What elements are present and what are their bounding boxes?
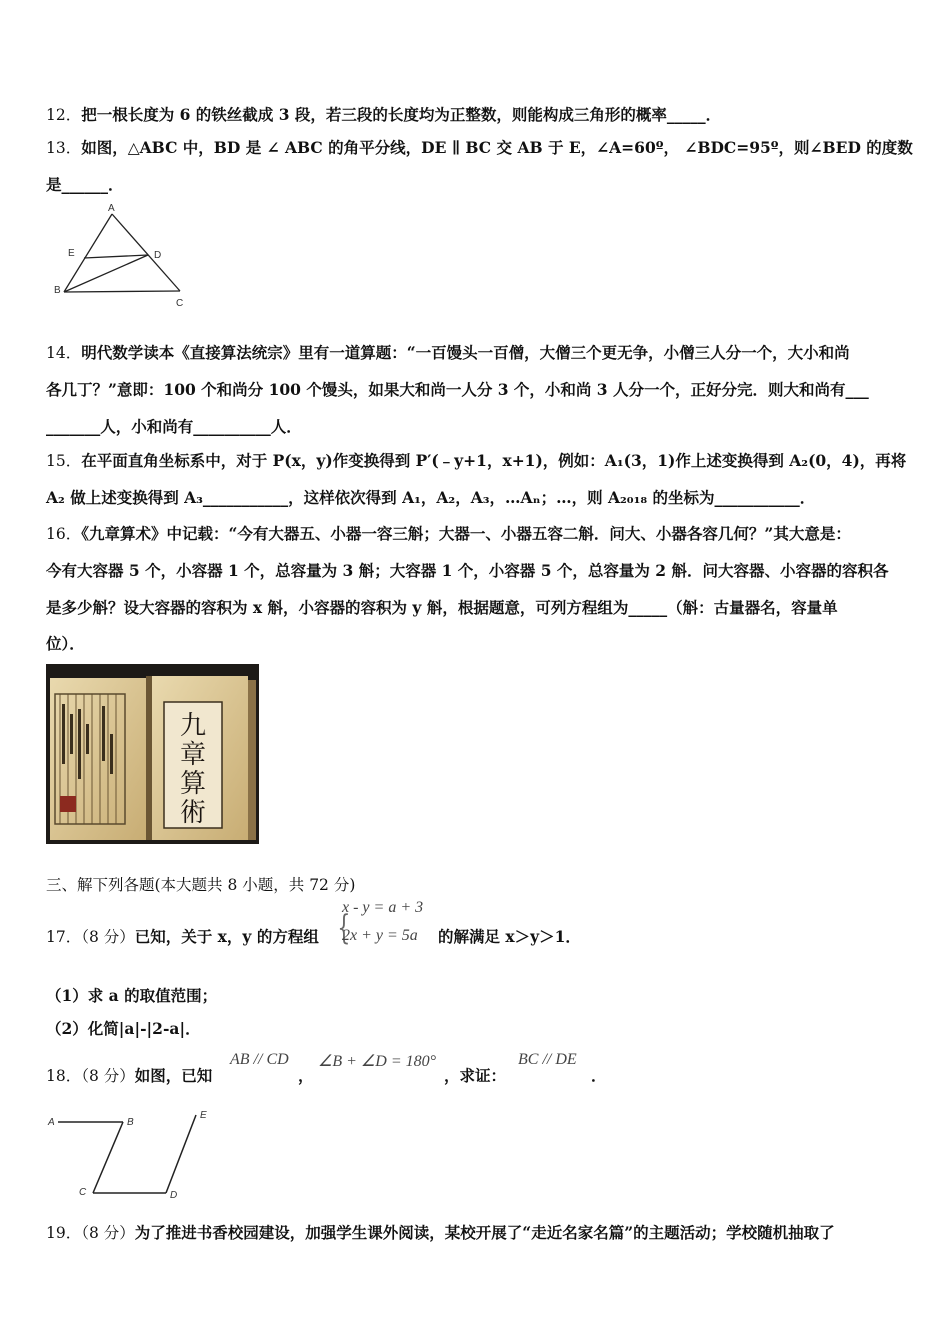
- q13-text-line1: 如图，△ABC 中，BD 是 ∠ ABC 的角平分线，DE ∥ BC 交 AB 于 E，∠A=60º， ∠BDC=95º，则∠BED 的度数: [81, 138, 913, 157]
- q17-equation-2: 2x + y = 5a: [342, 927, 418, 944]
- q17-score: （8 分）: [81, 928, 135, 946]
- q16-line4: 位）．: [46, 634, 85, 653]
- q14-line1: [46, 342, 850, 364]
- jiuzhang-book-photo: [46, 664, 259, 844]
- section3-title: 三、解下列各题(本大题共 8 小题，共 72 分): [46, 876, 356, 894]
- q18-end: ．: [591, 1066, 607, 1085]
- q16-line1: [46, 523, 851, 545]
- q19-score: （8 分）: [81, 1224, 135, 1242]
- q18-math-ab-parallel-cd: AB // CD: [230, 1051, 289, 1068]
- q16-text-line1: 《九章算术》中记载：“今有大器五、小器一容三斛；大器一、小器五容二斛．问大、小器各容几何？”其大意是：: [81, 524, 851, 543]
- q18-pre: 如图，已知: [134, 1066, 213, 1085]
- q17-brace: {: [337, 908, 351, 948]
- q15-line1: [46, 450, 906, 472]
- q17-sub1: （1）求 a 的取值范围；: [46, 986, 218, 1005]
- q14-line3: _______人，小和尚有__________人．: [46, 417, 302, 436]
- q13-triangle-figure: [46, 198, 196, 313]
- q18-number: 18．: [46, 1067, 82, 1085]
- q13-label-c: C: [176, 298, 184, 309]
- q19-number: 19．: [46, 1224, 82, 1242]
- q12-line: [46, 104, 721, 126]
- q18-sep2: ，求证：: [444, 1066, 507, 1085]
- q14-number: 14．: [46, 344, 82, 362]
- q18-math-angle-sum: ∠B + ∠D = 180°: [318, 1053, 437, 1070]
- q13-label-e: E: [68, 248, 75, 259]
- q17-pre: 已知，关于 x，y 的方程组: [134, 927, 319, 946]
- q18-line: [46, 1065, 212, 1087]
- q18-math-bc-parallel-de: BC // DE: [518, 1051, 577, 1068]
- q18-sep1: ，: [298, 1066, 314, 1085]
- q14-line2: 各几丁？”意即：100 个和尚分 100 个馒头，如果大和尚一人分 3 个，小和尚 3 人分一个，正好分完．则大和尚有___: [46, 380, 869, 399]
- q18-label-a: A: [48, 1117, 55, 1128]
- q15-text-line1: 在平面直角坐标系中，对于 P(x，y)作变换得到 P′(﹣y+1，x+1)，例如：A₁(3，1)作上述变换得到 A₂(0，4)，再将: [81, 451, 907, 470]
- q13-number: 13．: [46, 139, 82, 157]
- q17-sub2: （2）化简|a|-|2-a|．: [46, 1019, 201, 1038]
- q13-line1: [46, 137, 913, 159]
- q19-text: 为了推进书香校园建设，加强学生课外阅读，某校开展了“走近名家名篇”的主题活动；学校随机抽取了: [134, 1223, 835, 1242]
- q15-line2: A₂ 做上述变换得到 A₃___________，这样依次得到 A₁，A₂，A₃，…Aₙ；…，则 A₂₀₁₈ 的坐标为___________．: [46, 488, 816, 507]
- book-title-text: 九章算術: [180, 711, 207, 828]
- q15-number: 15．: [46, 452, 82, 470]
- book-illustration: [46, 664, 259, 844]
- q18-label-c: C: [79, 1187, 87, 1198]
- q13-line2: 是______．: [46, 175, 124, 194]
- q12-number: 12．: [46, 106, 82, 124]
- q16-number: 16．: [46, 525, 82, 543]
- q18-score: （8 分）: [81, 1067, 135, 1085]
- q17-line: [46, 926, 319, 948]
- q13-label-a: A: [108, 203, 115, 214]
- q18-label-e: E: [200, 1110, 207, 1121]
- q17-equation-1: x - y = a + 3: [342, 899, 424, 916]
- q19-line: [46, 1222, 835, 1244]
- q18-parallel-figure: [46, 1105, 226, 1205]
- q18-label-b: B: [127, 1117, 134, 1128]
- q16-line3: 是多少斛？设大容器的容积为 x 斛，小容器的容积为 y 斛，根据题意，可列方程组为_____（斛：古量器名，容量单: [46, 598, 838, 617]
- q17-post: 的解满足 x＞y＞1．: [438, 927, 581, 946]
- q16-line2: 今有大容器 5 个，小容器 1 个，总容量为 3 斛；大容器 1 个，小容器 5 个，总容量为 2 斛．问大容器、小容器的容积各: [46, 561, 889, 580]
- q13-label-b: B: [54, 285, 61, 296]
- q18-label-d: D: [170, 1190, 178, 1201]
- q14-text-line1: 明代数学读本《直接算法统宗》里有一道算题：“一百馒头一百僧，大僧三个更无争，小僧三人分一个，大小和尚: [81, 343, 850, 362]
- q13-label-d: D: [154, 250, 162, 261]
- q17-number: 17．: [46, 928, 82, 946]
- q12-text: 把一根长度为 6 的铁丝截成 3 段，若三段的长度均为正整数，则能构成三角形的概率_____．: [81, 105, 722, 124]
